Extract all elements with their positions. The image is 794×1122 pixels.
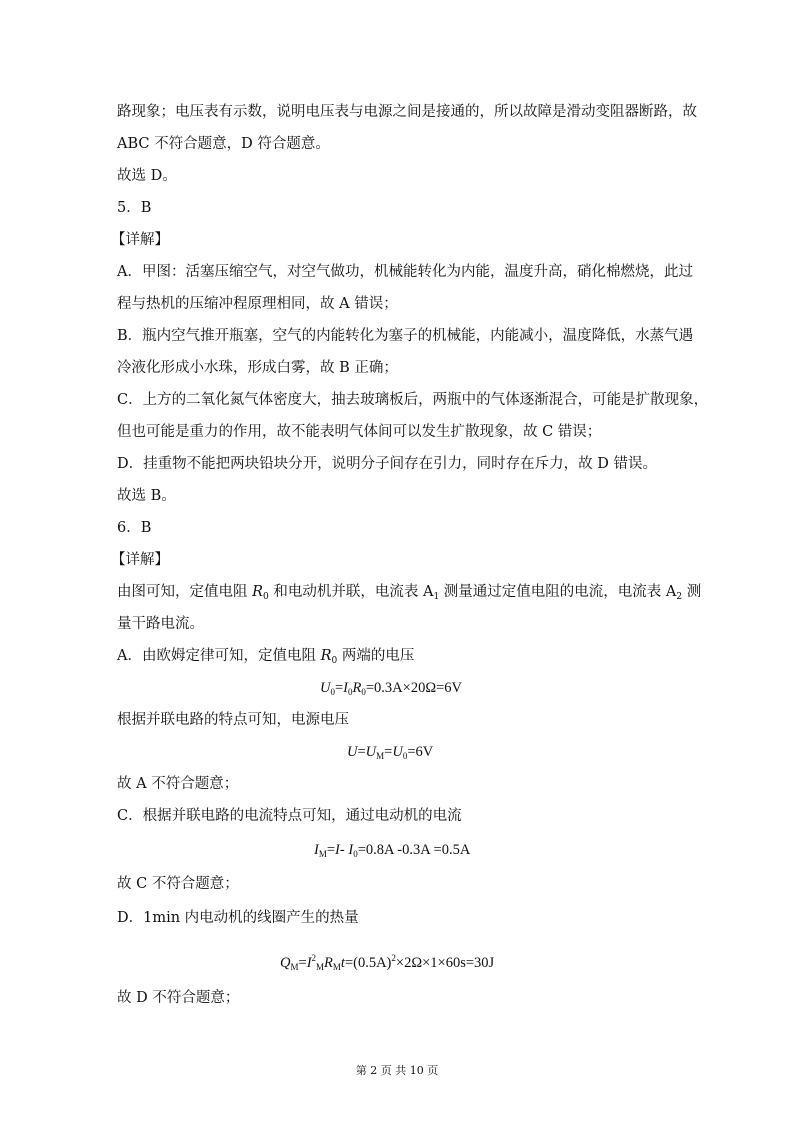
formula-motor-current: $I_M=I-$ $I_0=0.8A$ -0.3A =0.5A	[314, 842, 471, 859]
option-a-text: A．由欧姆定律可知，定值电阻 $R_0$ 两端的电压	[117, 648, 415, 666]
text-line: 故 A 不符合题意；	[117, 776, 239, 792]
formula-heat: $Q_M=I^2_MR_Mt=(0.5A)^2\times 2\Omega\times 1\times 60s=30J$	[280, 953, 495, 972]
text-line: 故 D 不符合题意；	[117, 990, 240, 1006]
detail-heading: 【详解】	[111, 552, 169, 568]
option-a-text: A．甲图：活塞压缩空气，对空气做功，机械能转化为内能，温度升高，硝化棉燃烧，此过	[117, 264, 693, 280]
formula-source-voltage: $U=U_M=U_0=6V$	[347, 744, 434, 761]
option-d-text: D．1min 内电动机的线圈产生的热量	[117, 910, 359, 926]
option-b-text: B．瓶内空气推开瓶塞，空气的内能转化为塞子的机械能，内能减小，温度降低，水蒸气遇	[117, 328, 694, 344]
text-line: 冷液化形成小水珠，形成白雾，故 B 正确；	[117, 360, 398, 376]
text-line: ABC 不符合题意，D 符合题意。	[117, 136, 330, 152]
text-line: 但也可能是重力的作用，故不能表明气体间可以发生扩散现象，故 C 错误；	[117, 424, 602, 440]
question-5-answer: 5．B	[117, 200, 152, 216]
text-line: 根据并联电路的特点可知，电源电压	[117, 712, 349, 728]
text-line: 故 C 不符合题意；	[117, 876, 239, 892]
circuit-description: 由图可知，定值电阻 $R_0$ 和电动机并联，电流表 $A_1$ 测量通过定值电阻的电流，电流表 $A_2$ 测	[117, 584, 702, 602]
page-number-footer: 第 2 页 共 10 页	[355, 1064, 439, 1077]
text-line: 量干路电流。	[117, 616, 204, 632]
detail-heading: 【详解】	[111, 232, 169, 248]
option-c-text: C．根据并联电路的电流特点可知，通过电动机的电流	[117, 808, 462, 824]
question-6-answer: 6．B	[117, 520, 152, 536]
formula-u0: $U_0=I_0R_0=0.3A\times 20\Omega=6V$	[320, 680, 463, 697]
text-line: 故选 D。	[117, 168, 177, 184]
text-line: 故选 B。	[117, 488, 176, 504]
option-c-text: C．上方的二氧化氮气体密度大，抽去玻璃板后，两瓶中的气体逐渐混合，可能是扩散现象，	[117, 392, 709, 408]
text-line: 程与热机的压缩冲程原理相同，故 A 错误；	[117, 296, 398, 312]
option-d-text: D．挂重物不能把两块铅块分开，说明分子间存在引力，同时存在斥力，故 D 错误。	[117, 456, 657, 472]
text-line: 路现象；电压表有示数，说明电压表与电源之间是接通的，所以故障是滑动变阻器断路，故	[117, 104, 697, 120]
